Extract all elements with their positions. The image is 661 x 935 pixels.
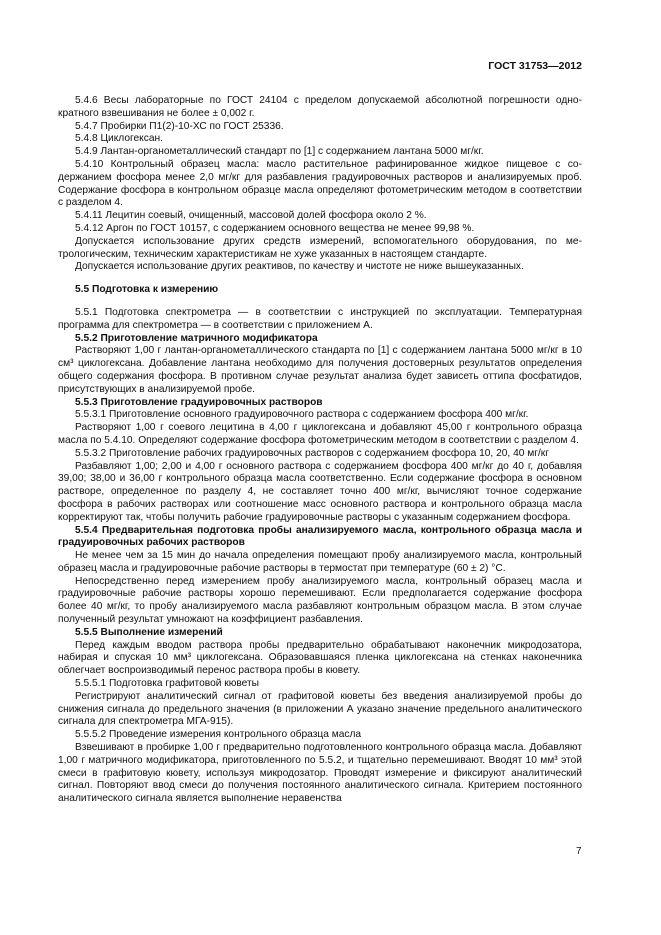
paragraph: Растворяют 1,00 г соевого лецитина в 4,00 г циклогексана и добавляют 45,00 г контрольного образца масла по 5.4.10. Определяют содержание фосфора фотометрическим методом в соответствии с разделом 4.: [58, 422, 582, 446]
paragraph: 5.4.7 Пробирки П1(2)-10-ХС по ГОСТ 25336.: [75, 120, 284, 132]
section-heading: 5.5 Подготовка к измерению: [75, 284, 219, 296]
paragraph: Взвешивают в пробирке 1,00 г предварительно подготовленного контрольного образца масла. Добавляют 1,00 г матричного модификатора, приготовленного по 5.5.2, и тщательно перемешивают. Вводят 10 мм³ этой смеси в графитовую кювету, используя микродозатор. Проводят измерение и фиксируют аналитический сигнал. Повторяют ввод смеси до получения постоянного аналитического сигнала. Критерием постоянного аналитического сигнала является выполнение неравенства: [58, 742, 582, 805]
paragraph: 5.4.11 Лецитин соевый, очищенный, массовой долей фосфора около 2 %.: [75, 210, 427, 222]
paragraph: 5.5.3.1 Приготовление основного градуировочного раствора с содержанием фосфора 400 мг/кг.: [75, 409, 529, 421]
paragraph: 5.5.1 Подготовка спектрометра — в соответствии с инструкцией по эксплуатации. Температурная программа для спектрометра — в соответствии с приложением А.: [58, 306, 582, 331]
paragraph: Регистрируют аналитический сигнал от графитовой кюветы без введения анализируемой пробы до снижения сигнала до предельного значения (в приложении А указано значение предельного аналитического сигнала для спектрометра МГА-915).: [58, 690, 582, 728]
paragraph: 5.4.10 Контрольный образец масла: масло растительное рафинированное жидкое пищевое с содержанием фосфора менее 2,0 мг/кг для разбавления градуировочных растворов и анализируемых проб. Содержание фосфора в контрольном образце масла определяют фотометрическим методом в соответствии с разделом 4.: [58, 158, 582, 209]
paragraph: 5.4.6 Весы лабораторные по ГОСТ 24104 с пределом допускаемой абсолютной погрешности однократного взвешивания не более ± 0,002 г.: [58, 95, 582, 119]
paragraph: 5.5.3.2 Приготовление рабочих градуировочных растворов с содержанием фосфора 10, 20, 40 мг/кг: [75, 447, 549, 459]
paragraph: Не менее чем за 15 мин до начала определения помещают пробу анализируемого масла, контрольный образец масла и градуировочные рабочие растворы в термостат при температуре (60 ± 2) °С.: [58, 550, 582, 574]
section-heading: 5.5.4 Предварительная подготовка пробы анализируемого масла, контрольного образца масла и градуировочных рабочих растворов: [58, 524, 582, 549]
paragraph: 5.4.9 Лантан-органометаллический стандарт по [1] с содержанием лантана 5000 мг/кг.: [75, 146, 484, 158]
paragraph: 5.5.5.1 Подготовка графитовой кюветы: [75, 678, 259, 690]
paragraph: Растворяют 1,00 г лантан-органометаллического стандарта по [1] с содержанием лантана 5000 мг/кг в 10 см³ циклогексана. Добавление лантана необходимо для получения достоверных результатов определения общего содержания фосфора. В противном случае результат анализа будет зависеть оттипа фосфатидов, присутствующих в анализируемой пробе.: [58, 345, 582, 395]
section-heading: 5.5.5 Выполнение измерений: [75, 626, 223, 638]
section-heading: 5.5.2 Приготовление матричного модификатора: [75, 332, 318, 344]
document-standard-number: ГОСТ 31753—2012: [488, 60, 582, 72]
document-body: [58, 95, 582, 806]
paragraph: 5.5.5.2 Проведение измерения контрольного образца масла: [75, 729, 362, 741]
section-heading: 5.5.3 Приготовление градуировочных растворов: [75, 396, 323, 408]
paragraph: Непосредственно перед измерением пробу анализируемого масла, контрольный образец масла и градуировочные рабочие растворы хорошо перемешивают. Если предполагается содержание фосфора более 40 мг/кг, то пробу анализируемого масла разбавляют контрольным образцом масла. В этом случае полученный результат умножают на коэффициент разбавления.: [58, 575, 582, 626]
page-number: 7: [576, 846, 582, 857]
paragraph: 5.4.8 Циклогексан.: [75, 133, 163, 145]
paragraph: Допускается использование других средств измерений, вспомогательного оборудования, по метрологическим, техническим характеристикам не хуже указанных в настоящем стандарте.: [58, 235, 582, 260]
paragraph: Разбавляют 1,00; 2,00 и 4,00 г основного раствора с содержанием фосфора 400 мг/кг до 40 г, добавляя 39,00; 38,00 и 36,00 г контрольного образца масла соответственно. Если содержание фосфора в основном растворе, определенное по разделу 4, не составляет точно 400 мг/кг, вычисляют точное содержание фосфора в рабочих растворах или соотношение масс основного раствора и контрольного образца масла корректируют так, чтобы получить рабочие градуировочные растворы с указанным содержанием фосфора.: [58, 460, 582, 523]
paragraph: Перед каждым вводом раствора пробы предварительно обрабатывают наконечник микродозатора, набирая и спуская 10 мм³ циклогексана. Образовавшаяся пленка циклогексана на стенках наконечника облегчает воспроизводимый перенос раствора пробы в кювету.: [58, 639, 582, 677]
paragraph: 5.4.12 Аргон по ГОСТ 10157, с содержанием основного вещества не менее 99,98 %.: [75, 222, 475, 234]
paragraph: Допускается использование других реактивов, по качеству и чистоте не ниже вышеуказанных.: [75, 261, 524, 273]
